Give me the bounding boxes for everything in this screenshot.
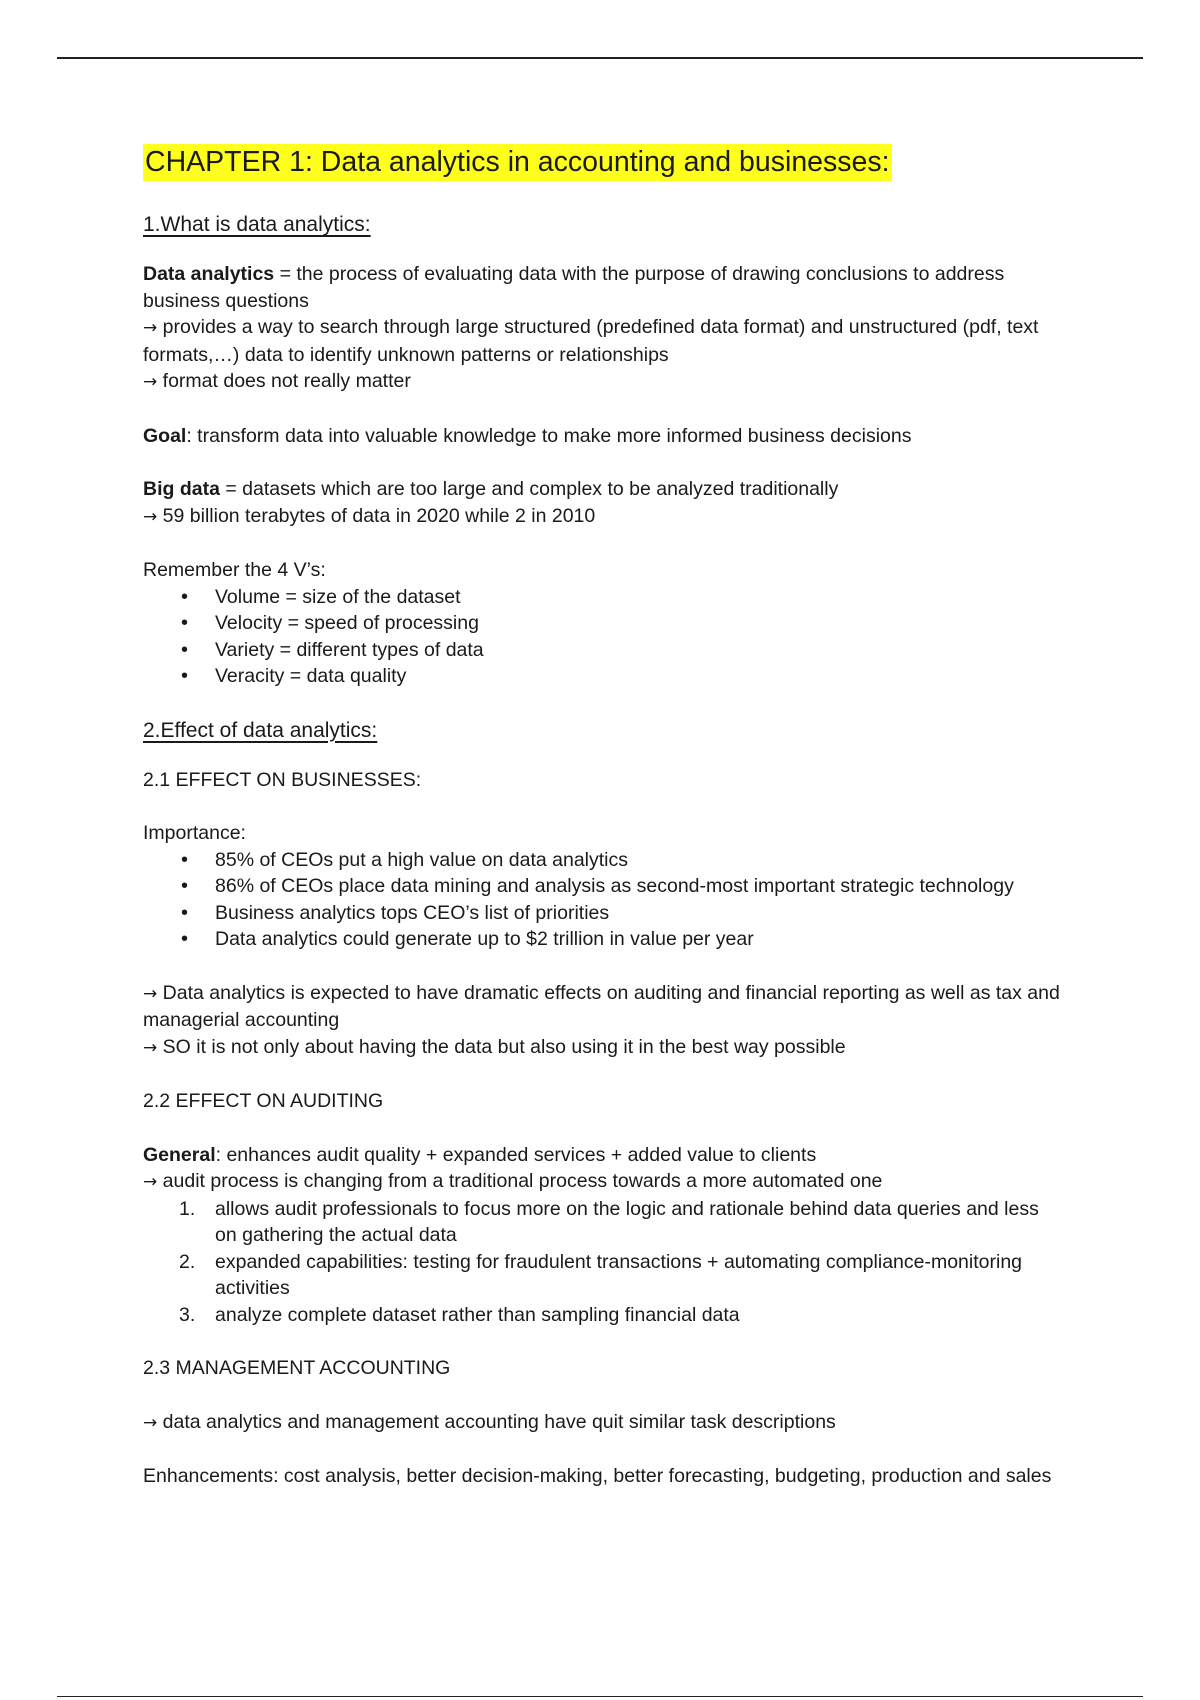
list-item: [143, 1249, 1063, 1302]
list-number: 3.: [179, 1303, 196, 1326]
goal-paragraph: [143, 423, 1063, 450]
bigdata-arrow: 59 billion terabytes of data in 2020 while 2 in 2010: [162, 504, 596, 527]
definition-term: Data analytics: [143, 263, 275, 285]
arrow-icon: →: [143, 1037, 158, 1058]
subheading-management: 2.3 MANAGEMENT ACCOUNTING: [143, 1357, 451, 1379]
general-text: : enhances audit quality + expanded services + added value to clients: [215, 1143, 817, 1166]
bigdata-paragraph: [143, 476, 1063, 530]
list-item: • Variety = different types of data: [143, 637, 1063, 664]
list-item: • Veracity = data quality: [143, 663, 1063, 690]
subheading-auditing: 2.2 EFFECT ON AUDITING: [143, 1090, 384, 1112]
arrow-icon: →: [143, 372, 158, 392]
list-item: • Business analytics tops CEO’s list of priorities: [143, 900, 1063, 927]
list-item: • 85% of CEOs put a high value on data analytics: [143, 847, 1063, 874]
auditing-arrow-line: [143, 1168, 1063, 1196]
document-body: [143, 143, 1063, 1517]
auditing-numbered-list: [143, 1196, 1063, 1329]
arrow-icon: →: [143, 983, 158, 1004]
goal-text: : transform data into valuable knowledge to make more informed business decisions: [186, 424, 912, 447]
management-enhancements: Enhancements: cost analysis, better decision-making, better forecasting, budgeting, production and sales: [143, 1465, 1052, 1487]
arrow-icon: →: [143, 318, 158, 338]
general-term: General: [143, 1143, 216, 1166]
list-item: • 86% of CEOs place data mining and analysis as second-most important strategic technology: [143, 873, 1063, 900]
list-item: • Data analytics could generate up to $2 trillion in value per year: [143, 926, 1063, 953]
list-number: 1.: [179, 1197, 196, 1220]
auditing-arrow: audit process is changing from a traditional process towards a more automated one: [162, 1170, 883, 1192]
chapter-title-highlight: CHAPTER 1: Data analytics in accounting and businesses:: [143, 144, 892, 181]
bigdata-text: = datasets which are too large and complex to be analyzed traditionally: [219, 478, 839, 500]
list-item: [143, 1302, 1063, 1329]
subheading-businesses: 2.1 EFFECT ON BUSINESSES:: [143, 768, 422, 791]
four-vs-intro: Remember the 4 V’s:: [143, 559, 326, 581]
list-item: • Velocity = speed of processing: [143, 610, 1063, 637]
list-item: [143, 1196, 1063, 1249]
management-arrow: data analytics and management accounting have quit similar task descriptions: [162, 1410, 836, 1433]
header-rule: [57, 57, 1143, 59]
businesses-conclusion: [143, 980, 1063, 1062]
importance-label: Importance:: [143, 822, 246, 844]
definition-paragraph: [143, 261, 1063, 396]
goal-term: Goal: [143, 424, 187, 447]
list-text: expanded capabilities: testing for fraudulent transactions + automating compliance-monitoring activities: [215, 1250, 1023, 1299]
bigdata-term: Big data: [143, 478, 220, 500]
management-arrow-line: [143, 1409, 1063, 1437]
arrow-icon: →: [143, 506, 158, 527]
arrow-icon: →: [143, 1172, 158, 1192]
section-heading-effect: 2.Effect of data analytics:: [143, 718, 378, 742]
chapter-title: [143, 143, 1063, 181]
auditing-general: [143, 1142, 1063, 1169]
four-vs-list: [143, 584, 1063, 690]
list-number: 2.: [179, 1250, 196, 1273]
section-heading-what-is: 1.What is data analytics:: [143, 213, 371, 236]
definition-text: = the process of evaluating data with the purpose of drawing conclusions to address business questions: [143, 263, 1005, 312]
businesses-arrow-2: SO it is not only about having the data but also using it in the best way possible: [162, 1035, 846, 1058]
list-text: allows audit professionals to focus more on the logic and rationale behind data queries and less on gathering the actual data: [215, 1197, 1039, 1246]
footer-rule: [57, 1696, 1143, 1697]
list-text: analyze complete dataset rather than sampling financial data: [215, 1303, 740, 1326]
importance-list: [143, 847, 1063, 953]
list-item: • Volume = size of the dataset: [143, 584, 1063, 611]
arrow-icon: →: [143, 1412, 158, 1433]
definition-arrow-1: provides a way to search through large structured (predefined data format) and unstructured (pdf, text formats,…) data to identify unknown patterns or relationships: [143, 316, 1039, 366]
definition-arrow-2: format does not really matter: [162, 370, 411, 392]
businesses-arrow-1: Data analytics is expected to have dramatic effects on auditing and financial reporting as well as tax and managerial accounting: [143, 981, 1060, 1031]
